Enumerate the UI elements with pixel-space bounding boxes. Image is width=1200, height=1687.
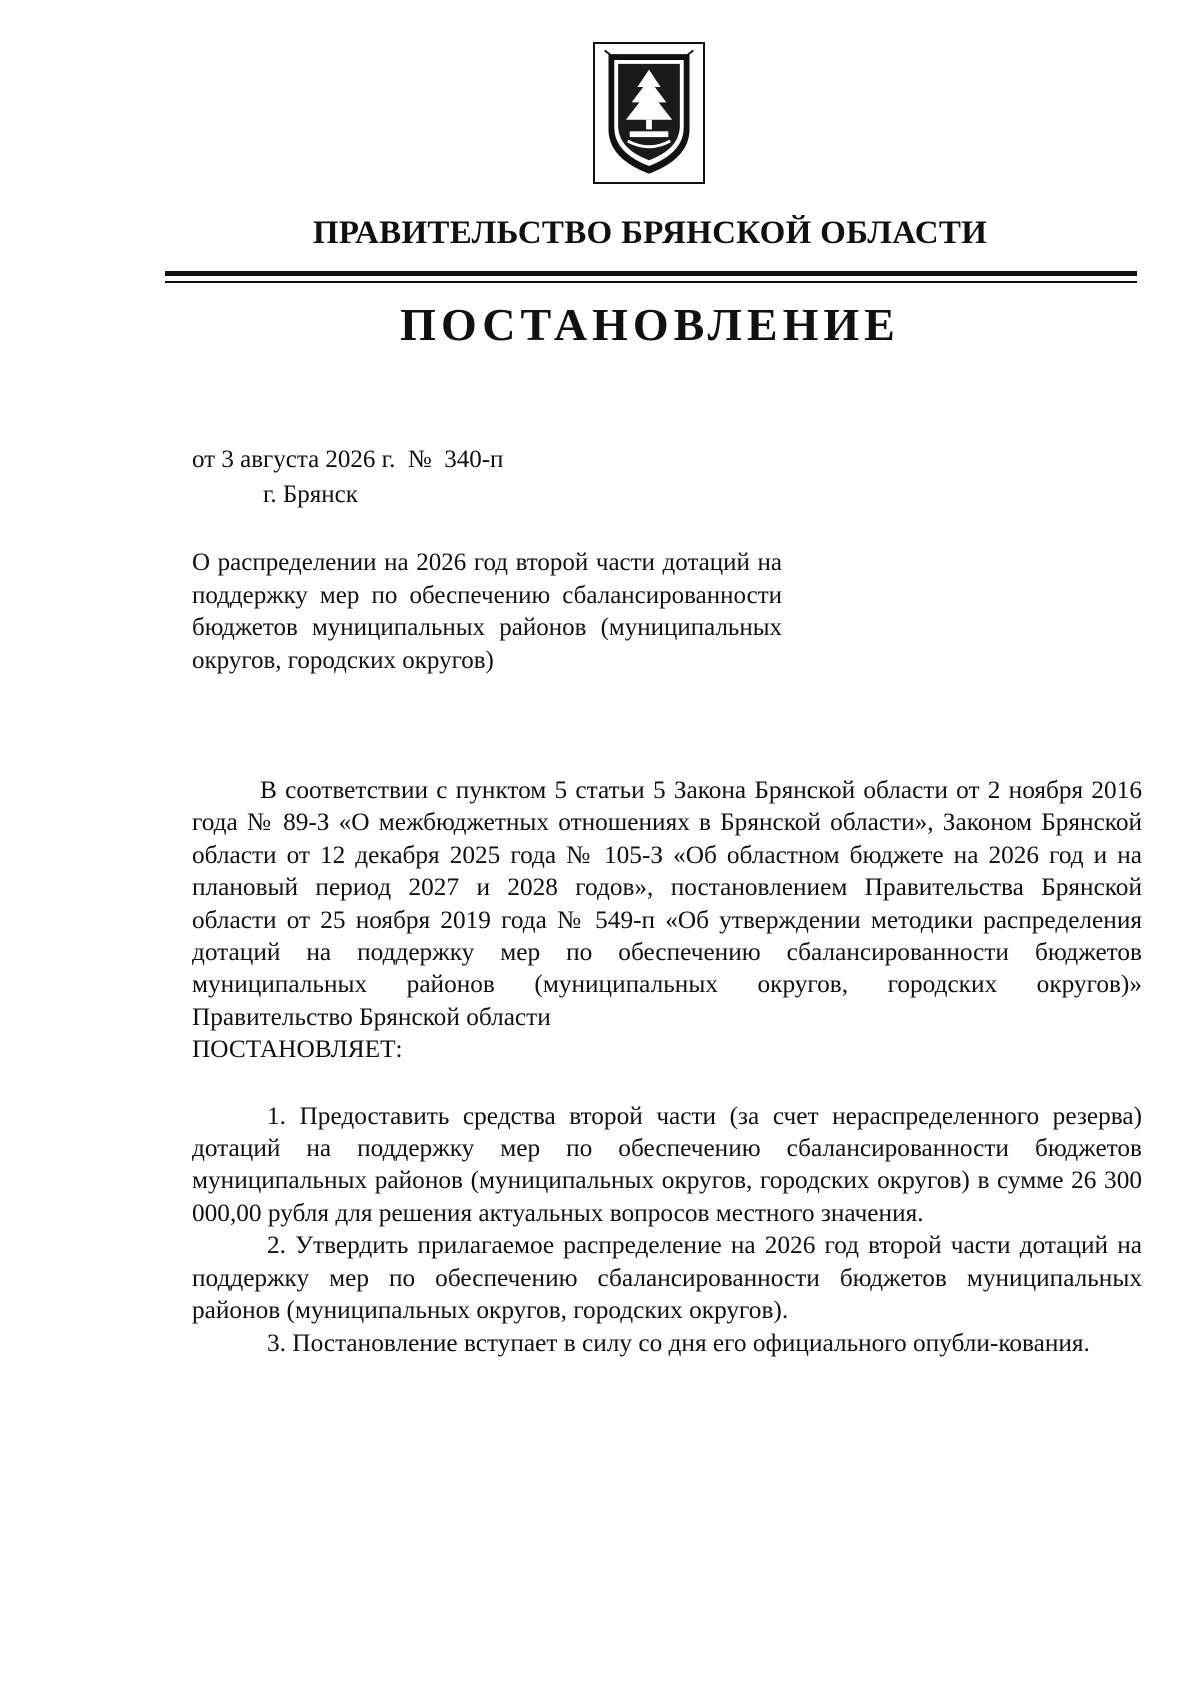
date-and-number: от 3 августа 2026 г. № 340-п <box>192 446 504 473</box>
decree-item: 1. Предоставить средства второй части (за счет нераспределенного резерва) дотаций на поддержку мер по обеспечению сбалансированности бюджетов муниципальных районов (муниципальных округов, городских округов) в сумме 26 300 000,00 рубля для решения актуальных вопросов местного значения. <box>192 1101 1142 1227</box>
coat-of-arms-emblem <box>593 42 705 184</box>
decree-item: 2. Утвердить прилагаемое распределение на 2026 год второй части дотаций на поддержку мер по обеспечению сбалансированности бюджетов муниципальных районов (муниципальных округов, городских округов). <box>192 1231 1142 1325</box>
city: г. Брянск <box>263 481 358 508</box>
header-rule-thin <box>165 281 1137 283</box>
document-subject: О распределении на 2026 год второй части дотаций на поддержку мер по обеспечению сбалансированности бюджетов муниципальных районов (муниципальных округов, городских округов) <box>192 549 782 674</box>
preamble-paragraph: В соответствии с пунктом 5 статьи 5 Закона Брянской области от 2 ноября 2016 года № 89-З «О межбюджетных отношениях в Брянской области», Законом Брянской области от 12 декабря 2025 года № 105-З «Об областном бюджете на 2026 год и на плановый период 2027 и 2028 годов», постановлением Правительства Брянской области от 25 ноября 2019 года № 549-п «Об утверждении методики распределения дотаций на поддержку мер по обеспечению сбалансированности бюджетов муниципальных районов (муниципальных округов, городских округов)» Правительство Брянской области <box>192 776 1142 1031</box>
decree-items <box>192 1100 1142 1359</box>
decree-word: ПОСТАНОВЛЯЕТ: <box>192 1035 403 1064</box>
decree-item: 3. Постановление вступает в силу со дня его официального опубли-кования. <box>267 1328 1090 1357</box>
coat-of-arms-icon <box>595 44 703 182</box>
header-rule-thick <box>165 271 1137 276</box>
document-body <box>192 774 1142 1359</box>
document-type-title: ПОСТАНОВЛЕНИЕ <box>400 299 900 350</box>
organization-title: ПРАВИТЕЛЬСТВО БРЯНСКОЙ ОБЛАСТИ <box>312 215 988 251</box>
